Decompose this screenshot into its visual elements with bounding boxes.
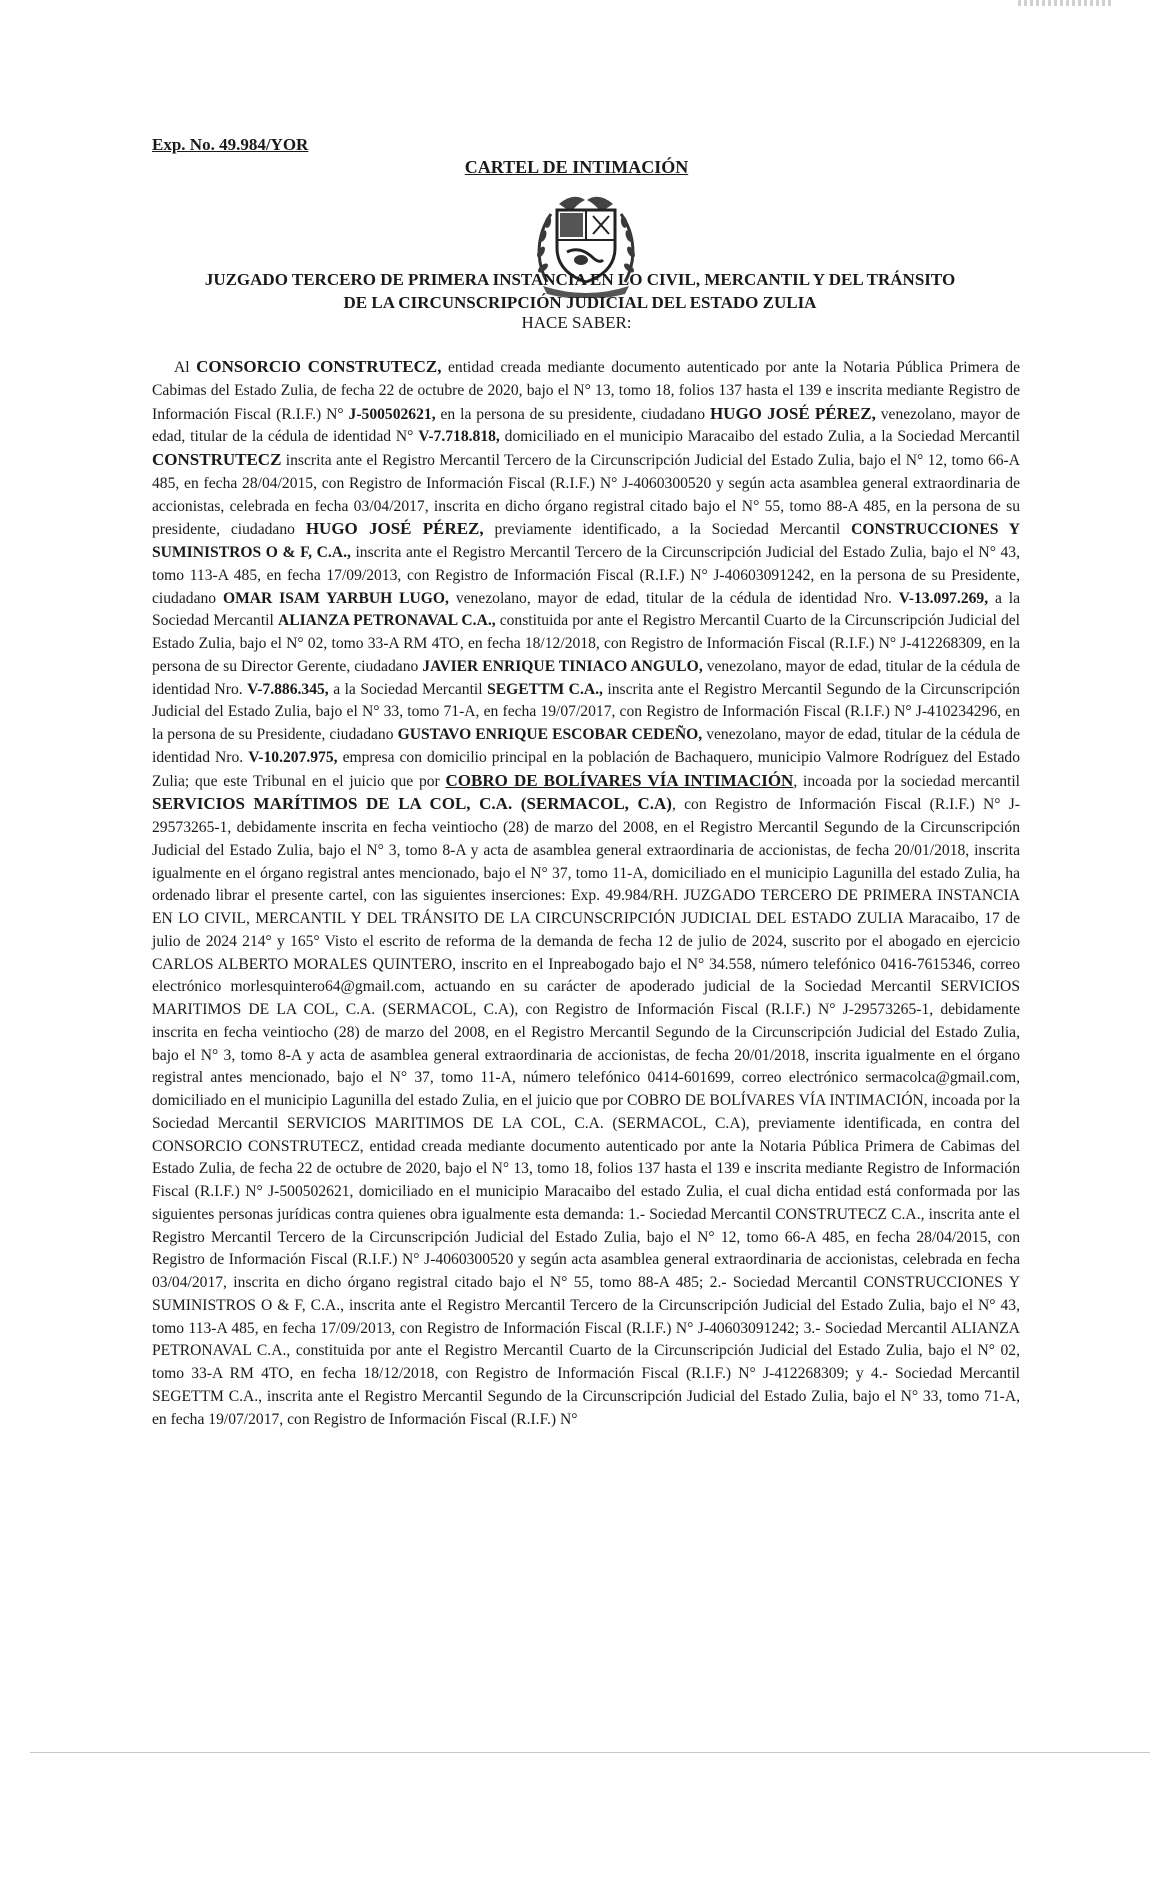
court-heading (150, 268, 1010, 314)
expediente-number: Exp. No. 49.984/YOR (152, 135, 309, 154)
text-segment: entidad creada mediante documento autenticado por ante la Notaria Pública Primera de Cabimas del Estado Zulia, de fecha 22 de octubre de 2020, bajo el N° 13, tomo 18, folios 137 hasta el 139 e inscrita mediante Registro de Información Fiscal (R.I.F.) N° (152, 359, 1021, 423)
text-segment: en la persona de su presidente, ciudadano (435, 405, 710, 423)
rif-number: J-500502621, (348, 405, 436, 423)
text-segment: venezolano, mayor de edad, titular de la cédula de identidad Nro. (152, 726, 1020, 766)
notice-body (152, 356, 1020, 1431)
text-segment: venezolano, mayor de edad, titular de la cédula de identidad Nro. (152, 657, 1021, 698)
court-heading-line-1: JUZGADO TERCERO DE PRIMERA INSTANCIA EN LO CIVIL, MERCANTIL Y DEL TRÁNSITO (204, 270, 956, 289)
text-segment: inscrita ante el Registro Mercantil Segundo de la Circunscripción Judicial del Estado Zulia, bajo el N° 33, tomo 71-A, en fecha 19/07/2017, con Registro de Información Fiscal (R.I.F.) N° J-410234296, en la persona de su Presidente, ciudadano (152, 680, 1020, 743)
hace-saber-label: HACE SABER: (521, 313, 632, 332)
text-segment: domiciliado en el municipio Maracaibo del estado Zulia, a la Sociedad Mercantil (499, 428, 1020, 446)
text-segment: previamente identificado, a la Sociedad Mercantil (483, 521, 852, 539)
plaintiff-name: SERVICIOS MARÍTIMOS DE LA COL, C.A. (SERMACOL, C.A) (152, 794, 672, 814)
id-number: V-7.718.818, (418, 428, 500, 446)
text-segment: , con Registro de Información Fiscal (R.I.F.) N° J-29573265-1, debidamente inscrita en fecha veintiocho (28) de marzo del 2008, en el Registro Mercantil Segundo de la Circunscripción Judicial del Estado Zulia, bajo el N° 3, tomo 8-A y acta de asamblea general extraordinaria de accionistas, de fecha 20/01/2018, inscrita igualmente en el órgano registral antes mencionado, bajo el N° 37, tomo 11-A, domiciliado en el municipio Lagunilla del estado Zulia, ha ordenado librar el presente cartel, con las siguientes inserciones: Exp. 49.984/RH. JUZGADO TERCERO DE PRIMERA INSTANCIA EN LO CIVIL, MERCANTIL Y DEL TRÁNSITO DE LA CIRCUNSCRIPCIÓN JUDICIAL DEL ESTADO ZULIA Maracaibo, 17 de julio de 2024 214° y 165° Visto el escrito de reforma de la demanda de fecha 12 de julio de 2024, suscrito por el abogado en ejercicio CARLOS ALBERTO MORALES QUINTERO, inscrito en el Inpreabogado bajo el N° 34.558, número telefónico 0416-7615346, correo electrónico morlesquintero64@gmail.com, actuando en su carácter de apoderado judicial de la Sociedad Mercantil SERVICIOS MARITIMOS DE LA COL, C.A. (SERMACOL, C.A), con Registro de Información Fiscal (R.I.F.) N° J-29573265-1, debidamente inscrita en fecha veintiocho (28) de marzo del 2008, en el Registro Mercantil Segundo de la Circunscripción Judicial del Estado Zulia, bajo el N° 3, tomo 8-A y acta de asamblea general extraordinaria de accionistas, de fecha 20/01/2018, inscrita igualmente en el órgano registral antes mencionado, bajo el N° 37, tomo 11-A, número telefónico 0414-601699, correo electrónico sermacolca@gmail.com, domiciliado en el municipio Lagunilla del estado Zulia, en el juicio que por COBRO DE BOLÍVARES VÍA INTIMACIÓN, incoada por la Sociedad Mercantil SERVICIOS MARITIMOS DE LA COL, C.A. (SERMACOL, C.A), previamente identificada, en contra del CONSORCIO CONSTRUTECZ, entidad creada mediante documento autenticado por ante la Notaria Pública Primera de Cabimas del Estado Zulia, de fecha 22 de octubre de 2020, bajo el N° 13, tomo 18, folios 137 hasta el 139 e inscrita mediante Registro de Información Fiscal (R.I.F.) N° J-500502621, domiciliado en el municipio Maracaibo del estado Zulia, el cual dicha entidad está conformada por las siguientes personas jurídicas contra quienes obra igualmente esta demanda: 1.- Sociedad Mercantil CONSTRUTECZ C.A., inscrita ante el Registro Mercantil Tercero de la Circunscripción Judicial del Estado Zulia, bajo el N° 12, tomo 66-A 485, en fecha 28/04/2015, con Registro de Información Fiscal (R.I.F.) N° J-4060300520 y según acta asamblea general extraordinaria de accionistas, celebrada en fecha 03/04/2017, inscrita en dicho órgano registral citado bajo el N° 55, tomo 88-A 485; 2.- Sociedad Mercantil CONSTRUCCIONES Y SUMINISTROS O & F, C.A., inscrita ante el Registro Mercantil Tercero de la Circunscripción Judicial del Estado Zulia, bajo el N° 43, tomo 113-A 485, en fecha 17/09/2013, con Registro de Información Fiscal (R.I.F.) N° J-40603091242; 3.- Sociedad Mercantil ALIANZA PETRONAVAL C.A., constituida por ante el Registro Mercantil Cuarto de la Circunscripción Judicial del Estado Zulia, bajo el N° 02, tomo 33-A RM 4TO, en fecha 18/12/2018, con Registro de Información Fiscal (R.I.F.) N° J-412268309; y 4.- Sociedad Mercantil SEGETTM C.A., inscrita ante el Registro Mercantil Segundo de la Circunscripción Judicial del Estado Zulia, bajo el N° 33, tomo 71-A, en fecha 19/07/2017, con Registro de Información Fiscal (R.I.F.) N° (152, 796, 1021, 1428)
text-segment: inscrita ante el Registro Mercantil Tercero de la Circunscripción Judicial del Estado Zulia, bajo el N° 43, tomo 113-A 485, en fecha 17/09/2013, con Registro de Información Fiscal (R.I.F.) N° J-40603091242, en la persona de su Presidente, ciudadano (152, 544, 1021, 607)
text-segment: Al (174, 359, 197, 376)
id-number: V-13.097.269, (898, 589, 989, 607)
text-segment: venezolano, mayor de edad, titular de la cédula de identidad N° (152, 405, 1021, 446)
person-name: HUGO JOSÉ PÉREZ, (305, 519, 484, 539)
text-segment: a la Sociedad Mercantil (152, 589, 1020, 630)
case-type: COBRO DE BOLÍVARES VÍA INTIMACIÓN (445, 770, 794, 790)
id-number: V-10.207.975, (248, 748, 338, 766)
person-name: GUSTAVO ENRIQUE ESCOBAR CEDEÑO, (397, 726, 703, 743)
text-segment: empresa con domicilio principal en la población de Bachaquero, municipio Valmore Rodríguez del Estado Zulia; que este Tribunal en el juicio que por (152, 748, 1020, 790)
text-segment: , incoada por la sociedad mercantil (793, 772, 1021, 790)
company-name: SEGETTM C.A., (487, 680, 603, 698)
text-segment: inscrita ante el Registro Mercantil Tercero de la Circunscripción Judicial del Estado Zulia, bajo el N° 12, tomo 66-A 485, en fecha 28/04/2015, con Registro de Información Fiscal (R.I.F.) N° J-4060300520 y según acta asamblea general extraordinaria de accionistas, celebrada en fecha 03/04/2017, inscrita en dicho órgano registral citado bajo el N° 55, tomo 88-A 485, en la persona de su presidente, ciudadano (152, 452, 1020, 539)
court-heading-line-2: DE LA CIRCUNSCRIPCIÓN JUDICIAL DEL ESTADO ZULIA (343, 293, 817, 312)
company-name: ALIANZA PETRONAVAL C.A., (277, 612, 496, 630)
defendant-name: CONSORCIO CONSTRUTECZ, (196, 357, 442, 376)
company-name: CONSTRUTECZ (152, 450, 282, 469)
person-name: HUGO JOSÉ PÉREZ, (709, 403, 876, 423)
text-segment: constituida por ante el Registro Mercantil Cuarto de la Circunscripción Judicial del Estado Zulia, bajo el N° 02, tomo 33-A RM 4TO, en fecha 18/12/2018, con Registro de Información Fiscal (R.I.F.) N° J-412268309, en la persona de su Director Gerente, ciudadano (152, 612, 1020, 675)
company-name: CONSTRUCCIONES Y SUMINISTROS O & F, C.A., (152, 521, 1020, 561)
id-number: V-7.886.345, (247, 680, 329, 698)
document-title: CARTEL DE INTIMACIÓN (464, 157, 689, 177)
person-name: OMAR ISAM YARBUH LUGO, (222, 589, 449, 607)
text-segment: venezolano, mayor de edad, titular de la cédula de identidad Nro. (448, 589, 899, 607)
person-name: JAVIER ENRIQUE TINIACO ANGULO, (422, 657, 703, 675)
notice-paragraph (152, 356, 1020, 1431)
scan-mark (1018, 0, 1113, 6)
text-segment: a la Sociedad Mercantil (328, 680, 488, 698)
page-divider (30, 1752, 1150, 1753)
